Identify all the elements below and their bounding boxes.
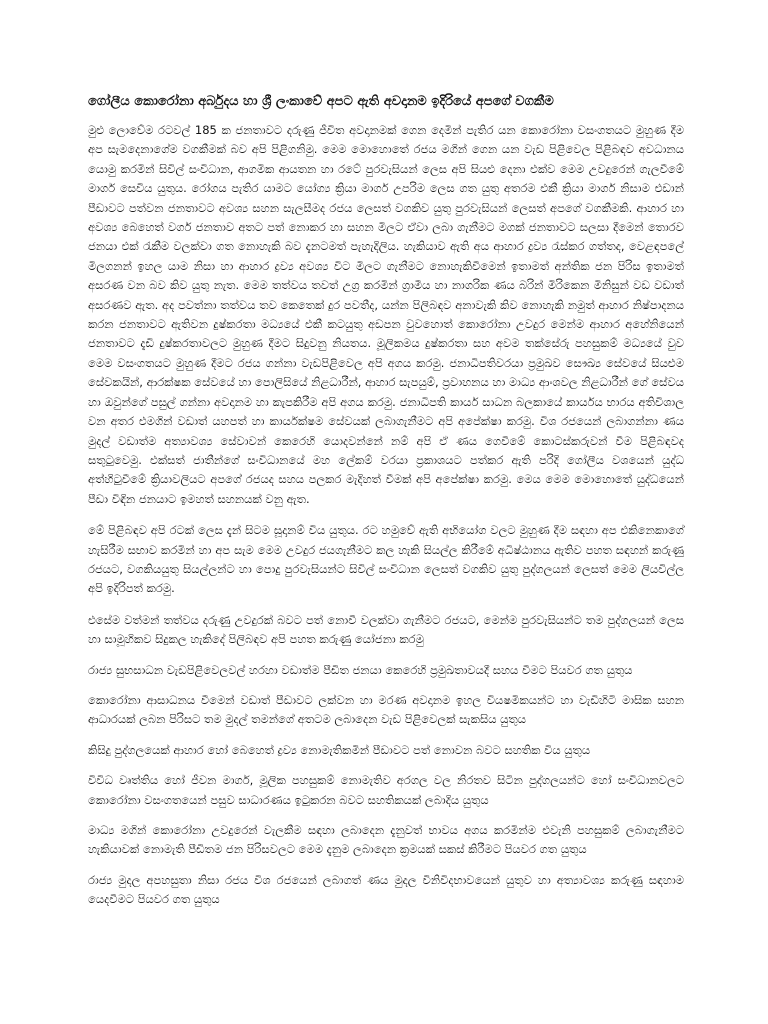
- document-page: [88, 93, 684, 921]
- paragraph-elderly-support: කොරෝනා ආසාධනය වීමෙන් වඩාත් පීඩාවට ලක්වන හා මරණ අවදානම ඉහල වියෂමිකයන්ට හා වැඩිහිටි මාසික සහන ආධාරයක් ලබන පිරිසට තම මුදල් තමන්ගේ අතටම ලබාදෙන වැඩ පිළිවෙලක් සැකසිය යුතුය: [88, 692, 684, 727]
- paragraph-livelihoods: විවිධ වෘත්තිය හෝ ජීවන මාර්ග, මූලික පහසුකම් නොමැතිව අරගල වල නිරතව සිටින පුද්ගලයන්ට හෝ සංවිධානවලට කොරෝනා වසංගතයෙන් පසුව සාධාරණය ඉටුකරන බවට සහතිකයක් ලබාදිය යුතුය: [88, 773, 684, 807]
- paragraph-intro: මුළු ලොවේම රටවල් 185 ක ජනතාවට දරුණු ජීවිත අවදානමක් ගෙන දෙමින් පැතිර යන කොරෝනා වසංගතයට මුහුණ දීම අප සැමදෙනාගේම වගකීමක් බව අපි පිළිගනිමු. මෙම මොහොතේ රජය මගින් ගෙන යන වැඩ පිළිවෙල පිළිබඳව අවධානය යොමු කරමින් සිවිල් සංවිධාන, ආගමික ආයතන හා රටේ පුරවැසියන් ලෙස අපි සියළු දෙනා එක්ව මෙම උවදුරෙන් ගැලවීමේ මාර්ග සෙවිය යුතුය. රෝගය පැතිර යාමට යෝග්‍ය ක්‍රියා මාර්ග උපරිම ලෙස ගත යුතු අතරම එකී ක්‍රියා මාර්ග නිසාම එඩාන් පීඩාවට පත්වන ජනතාවට අවශ්‍ය සහන සැලසීමද රජය ලෙසත් වගකිව යුතු පුරවැසියන් ලෙසත් අපගේ වගකීමකි. ආහාර හා අවශ්‍ය බෙහෙත් වර්ග ජනතාව අතට පත් නොකර හා සහන මිලට ඒවා ලබා ගැනීමට මගක් ජනතාවට සලසා දීමෙන් තොරව ජනයා එක් රැකීම වලක්වා ගත නොහැකි බව දැනටමත් පැහැදිලිය. හැකියාව ඇති අය ආහාර ද්‍රව්‍ය රැස්කර ගත්තද, වෙළඳපලේ මිලගනන් ඉහල යාම නිසා හා ආහාර ද්‍රව්‍ය අවශ්‍ය විට මිලට ගැනීමට නොහැකිවීමෙන් ඉතාමත් අන්තික ජන පිරිස ඉතාමත් අසරණ වන බව කිව යුතු නැත. මෙම තත්වය තවත් උග්‍ර කරමින් ග්‍රාමීය හා නාගරික ණය බරින් මිරිකෙන මිනිසුන් වඩ වඩාත් අසරණව ඇත. අද පවත්නා තත්වය තව කෙතෙක් දුර පවතීද, යන්න පිලිබඳව අනාවැකි කිව නොහැකි නමුත් ආහාර නිෂ්පාදනය කරන ජනතාවට ඇතිවන දුෂ්කරතා මධ්‍යයේ එකී කටයුතු අඩපන වුවහොත් කොරෝනා උවදුර මෙන්ම ආහාර අහේනියෙන් ජනතාවට දැඩි දුෂ්කරතාවලට මුහුණ දීමට සිදුවනු නියතය. මූලිකමය දුෂ්කරතා සහ අවම ත​ක්සේරු පහසුකම් මධ්‍යයේ වුව මෙම වසංගතයට මුහුණ දීමට රජය ගන්නා වැඩපිළිවෙල අපි අගය කරමු. ජනාධිපතිවරයා ප්‍රමුඛව සෞඛ්‍ය සේවයේ සියළුම සේවකයින්, ආරක්ෂක සේවයේ හා පොලිසියේ නිළධාරීන්, ආහාර සැපයුම්, ප්‍රවාහනය හා මාධ්‍ය ආංශවල නිළධාරීන් ගේ සේවය හා ඔවුන්ගේ පසුල් ගන්නා අවදානම හා කැපකිරීම අපි අගය කරමු. ජනාධිපති කාර්ය සාධන බලකායේ කාර්යය භාරය අතිවිශාල වන අතර එමගින් වඩාත් යහපත් හා කාර්යක්ෂම සේවයක් ලබාගැනීමට අපි අපේක්ෂා කරමු. විශ රජයෙන් ලබාගන්නා ණය මුදල් වඩාත්ම අත්‍යාවශ්‍ය සේවාවන් කෙරෙහි යොදවන්නේ නම් අපි ඒ ණය ගෙවීමේ කොටස්කරුවන් වීම පිළිබඳවද සතුටුවෙමු. එක්සත් ජාතීන්ගේ සංවිධානයේ මහ ලේකම් වරයා ප්‍රකාශයට පත්කර ඇති පරිදි ගෝලීය වශයෙන් යුද්ධ අත්හිටුවීමේ ක්‍රියාවලියට අපගේ රජයද සහය පලකර මැදිහත් වීමක් අපි අපේක්ෂා කරමු. මෙය මෙම මොහොතේ යුද්ධයෙන් පීඩා විඳින ජනයාට ඉමහත් සහනයක් වනු ඇත.: [88, 123, 684, 506]
- paragraph-preparedness: මේ පිළිබඳව අපි රටක් ලෙස දැන් සිටම සූදානම් විය යුතුය. රට හමුවේ ඇති අභියෝග වලට මුහුණ දීම සඳහා අප එකිනෙකාගේ හැසිරීම සභාව කරමින් හා අප සැම මෙම උවදුර ජයගැනීමට කල හැකි සියල්ල කිරීමේ අධිෂ්ඨානය ඇතිව පහත සඳහන් කරුණු රජයට, වගකියයුතු සියල්ලන්ට හා පොදු පුරවැසියන්ට සිවිල් සංවිධාන ලෙසත් වගකිව යුතු පුද්ගලයන් ලෙසත් මෙම ලියවිල්ල අපි ඉදිරිපත් කරමු.: [88, 523, 684, 596]
- paragraph-food-medicine: කිසිදු පුද්ගලයෙක් ආහාර හෝ බෙහෙත් ද්‍රව්‍ය නොමැතිකමින් පීඩාවට පත් නොවන බවට සහතික විය යුතුය: [88, 742, 591, 757]
- paragraph-proposals-intro: එසේම වත්මන් තත්වය දරුණු උවදුරක් බවට පත් නොවී වලක්වා ගැනීමට රජයට, මෙන්ම පුරවැසියන්ට තම පුද්ගලයන් ලෙස හා සාමූහිකව සිදුකල හැකිදේ පිලිබඳව අපි පහත කරුණු යෝජනා කරමු: [88, 612, 684, 647]
- paragraph-welfare: රාජ්‍ය සුභසාධන වැඩපිළිවෙලවල් හරහා වඩාත්ම පීඩිත ජනයා කෙරෙහි ප්‍රමුඛතාවයදී සහය වීමට පියවර ගත යුතුය: [88, 662, 633, 677]
- document-title: ගෝලීය කොරෝනා අර්බුදය හා ශ්‍රී ලංකාවේ අපට ඇති අවදානම ඉදිරියේ අපගේ වගකීම: [88, 94, 554, 109]
- paragraph-loan-transparency: රාජ්‍ය මුදල අපහසුතා නිසා රජය විශ රජයෙන් ලබාගත් ණය මුදල විනිවිදභාවයෙන් යුතුව හා අත්‍යාවශ්‍ය කරුණු සඳහාම යෙදවීමට පියවර ගත යුතුය: [88, 872, 684, 907]
- paragraph-media-awareness: මාධ්‍ය මගින් කොරෝනා උවදුරෙන් වැලකීම සඳහා ලබාදෙන දැනුවත් භාවය අගය කරමින්ම එවැනි පහසුකම් ලබාගැනීමට හැකියාවක් නොමැති පීඩිතම ජන පිරිසවලට මෙම දැනුම ලබාදෙන ක්‍රමයක් සකස් කිරීමට පියවර ගත යුතුය: [88, 823, 684, 857]
